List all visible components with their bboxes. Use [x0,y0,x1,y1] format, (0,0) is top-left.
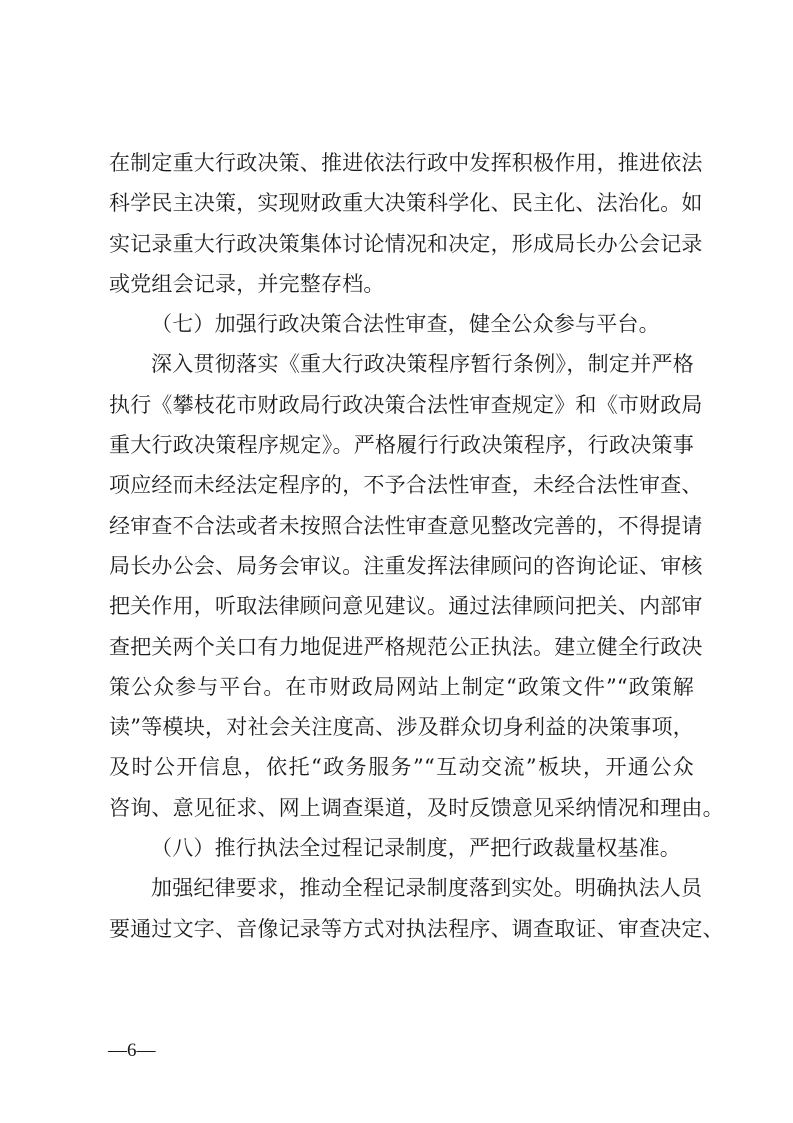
body-text [109,143,724,949]
page-number: —6— [108,1040,156,1061]
paragraph-line: 或党组会记录，并完整存档。 [109,271,385,296]
paragraph-line: 深入贯彻落实《重大行政决策程序暂行条例》，制定并严格 [151,352,694,377]
section-heading: （八）推行执法全过程记录制度，严把行政裁量权基准。 [151,836,681,861]
paragraph-line: 查把关两个关口有力地促进严格规范公正执法。建立健全行政决 [109,634,703,659]
paragraph-line: 执行《攀枝花市财政局行政决策合法性审查规定》和《市财政局 [109,392,703,417]
paragraph-line: 在制定重大行政决策、推进依法行政中发挥积极作用，推进依法 [109,151,703,175]
paragraph-line: 把关作用，听取法律顾问意见建议。通过法律顾问把关、内部审 [109,594,703,619]
paragraph-line: 局长办公会、局务会审议。注重发挥法律顾问的咨询论证、审核 [109,553,703,578]
paragraph-line: 读”等模块，对社会关注度高、涉及群众切身利益的决策事项， [109,715,694,740]
paragraph-line: 要通过文字、音像记录等方式对执法程序、调查取证、审查决定、 [109,916,724,941]
paragraph-line: 重大行政决策程序规定》。严格履行行政决策程序，行政决策事 [109,433,694,458]
paragraph-line: 及时公开信息，依托“政务服务”“互动交流”板块，开通公众 [109,755,694,780]
paragraph-line: 实记录重大行政决策集体讨论情况和决定，形成局长办公会记录 [109,231,703,256]
paragraph-line: 科学民主决策，实现财政重大决策科学化、民主化、法治化。如 [109,191,703,216]
paragraph-line: 项应经而未经法定程序的，不予合法性审查，未经合法性审查、 [109,473,703,498]
paragraph-line: 咨询、意见征求、网上调查渠道，及时反馈意见采纳情况和理由。 [109,795,724,820]
section-heading: （七）加强行政决策合法性审查，健全公众参与平台。 [151,312,660,337]
paragraph-line: 策公众参与平台。在市财政局网站上制定“政策文件”“政策解 [109,674,694,699]
paragraph-line: 加强纪律要求，推动全程记录制度落到实处。明确执法人员 [151,876,703,901]
paragraph-line: 经审查不合法或者未按照合法性审查意见整改完善的，不得提请 [109,513,703,538]
